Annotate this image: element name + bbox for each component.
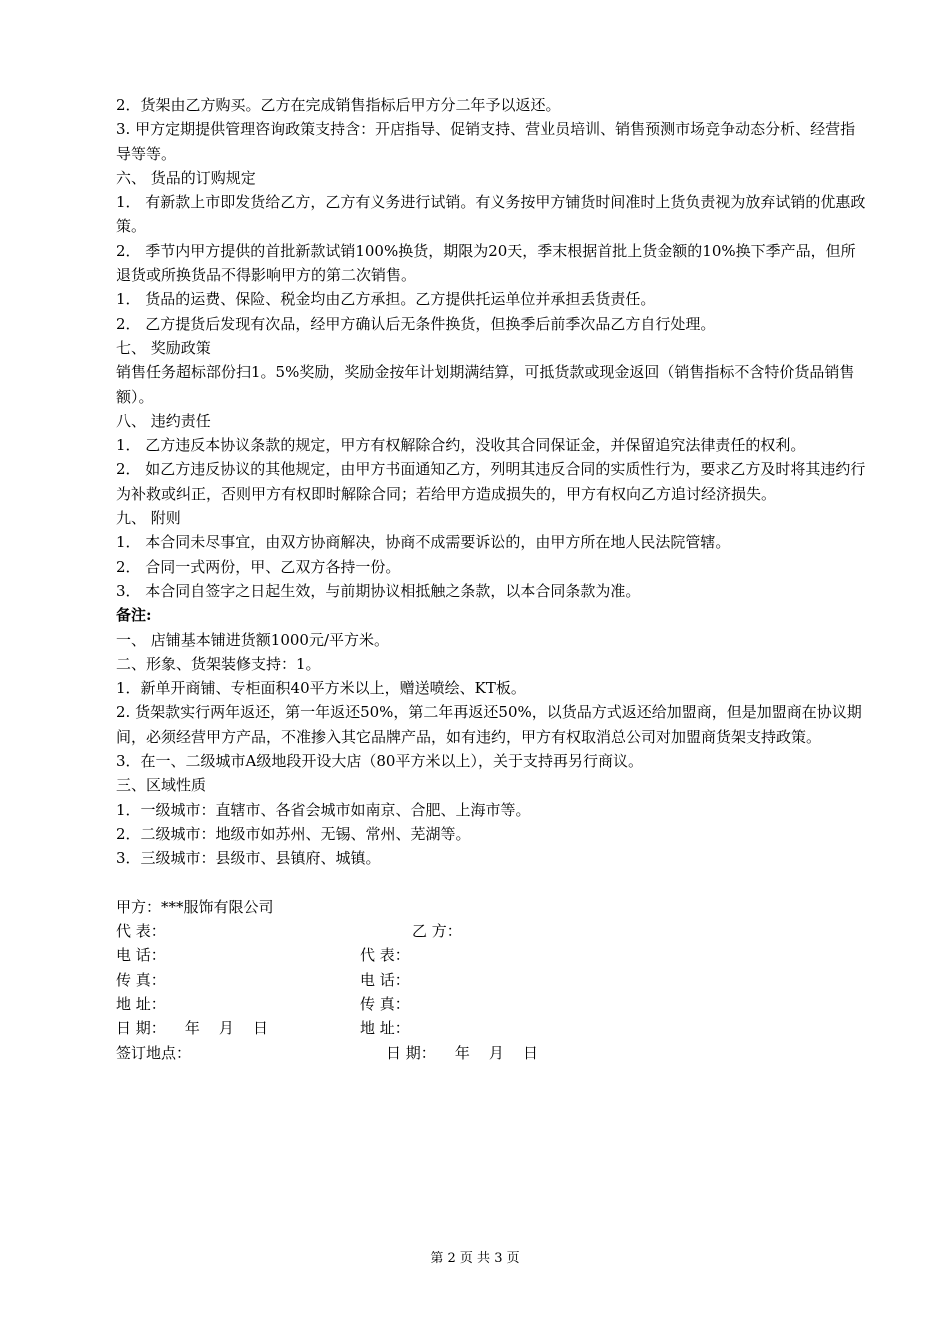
party-a-date-label: 日 期： 年 月 日 — [116, 1019, 268, 1038]
body-line: 1． 本合同未尽事宜，由双方协商解决，协商不成需要诉讼的，由甲方所在地人民法院管辖。 — [116, 533, 731, 552]
party-b-fax-label: 传 真： — [360, 994, 410, 1013]
section-heading: 七、 奖励政策 — [116, 338, 211, 357]
body-line: 1． 乙方违反本协议条款的规定，甲方有权解除合约，没收其合同保证金，并保留追究法律责任的权利。 — [116, 436, 806, 455]
body-line: 2． 季节内甲方提供的首批新款试销100%换货，期限为20天，季末根据首批上货金额的10%换下季产品，但所退货或所换货品不得影响甲方的第二次销售。 — [116, 241, 856, 285]
party-a-address-label: 地 址： — [116, 994, 166, 1013]
party-b-phone-label: 电 话： — [360, 970, 410, 989]
body-line: 2． 乙方提货后发现有次品，经甲方确认后无条件换货，但换季后前季次品乙方自行处理。 — [116, 314, 716, 333]
note-line: 二、形象、货架装修支持：1。 — [116, 654, 321, 673]
party-a-rep-label: 代 表： — [116, 922, 166, 941]
section-heading: 九、 附则 — [116, 509, 181, 528]
section-heading: 六、 货品的订购规定 — [116, 168, 256, 187]
party-a-phone-label: 电 话： — [116, 946, 166, 965]
body-line: 2． 合同一式两份，甲、乙双方各持一份。 — [116, 557, 401, 576]
body-line: 销售任务超标部份扫1。5%奖励，奖励金按年计划期满结算，可抵货款或现金返回（销售指标不含特价货品销售额）。 — [116, 363, 855, 406]
body-line: 1． 有新款上市即发货给乙方，乙方有义务进行试销。有义务按甲方铺货时间准时上货负责视为放弃试销的优惠政策。 — [116, 193, 866, 236]
signing-place-label: 签订地点： — [116, 1043, 192, 1062]
notes-heading: 备注: — [116, 606, 152, 625]
body-line: 1． 货品的运费、保险、税金均由乙方承担。乙方提供托运单位并承担丢货责任。 — [116, 290, 656, 309]
body-line: 3． 本合同自签字之日起生效，与前期协议相抵触之条款，以本合同条款为准。 — [116, 581, 641, 600]
party-a-fax-label: 传 真： — [116, 970, 166, 989]
section-heading: 八、 违约责任 — [116, 411, 211, 430]
note-line: 3．三级城市：县级市、县镇府、城镇。 — [116, 849, 381, 868]
body-line: 2． 如乙方违反协议的其他规定，由甲方书面通知乙方，列明其违反合同的实质性行为，要求乙方及时将其违约行为补救或纠正，否则甲方有权即时解除合同；若给甲方造成损失的，甲方有权向乙方追讨经济损失。 — [116, 460, 866, 503]
body-line: 3. 甲方定期提供管理咨询政策支持含：开店指导、促销支持、营业员培训、销售预测市场竞争动态分析、经营指导等等。 — [116, 120, 856, 163]
note-line: 2．二级城市：地级市如苏州、无锡、常州、芜湖等。 — [116, 824, 471, 843]
party-a-name: 甲方：***服饰有限公司 — [116, 897, 274, 916]
note-line: 一、 店铺基本铺进货额1000元/平方米。 — [116, 630, 389, 649]
party-b-address-label: 地 址： — [360, 1019, 410, 1038]
party-b-date-label: 日 期： 年 月 日 — [386, 1043, 538, 1062]
note-line: 三、区域性质 — [116, 776, 207, 795]
party-b-rep-label: 代 表： — [360, 946, 410, 965]
document-body — [116, 93, 868, 1062]
note-line: 1．一级城市：直辖市、各省会城市如南京、合肥、上海市等。 — [116, 800, 531, 819]
note-line: 2. 货架款实行两年返还，第一年返还50%，第二年再返还50%，以货品方式返还给加盟商，但是加盟商在协议期间，必须经营甲方产品，不准掺入其它品牌产品，如有违约，甲方有权取消总公司对加盟商货架支持政策。 — [116, 703, 862, 746]
page-number-footer: 第 2 页 共 3 页 — [430, 1251, 520, 1266]
party-b-label: 乙 方： — [412, 922, 462, 941]
note-line: 1．新单开商铺、专柜面积40平方米以上，赠送喷绘、KT板。 — [116, 679, 526, 698]
body-line: 2．货架由乙方购买。乙方在完成销售指标后甲方分二年予以返还。 — [116, 96, 561, 114]
note-line: 3．在一、二级城市A级地段开设大店（80平方米以上），关于支持再另行商议。 — [116, 752, 643, 771]
